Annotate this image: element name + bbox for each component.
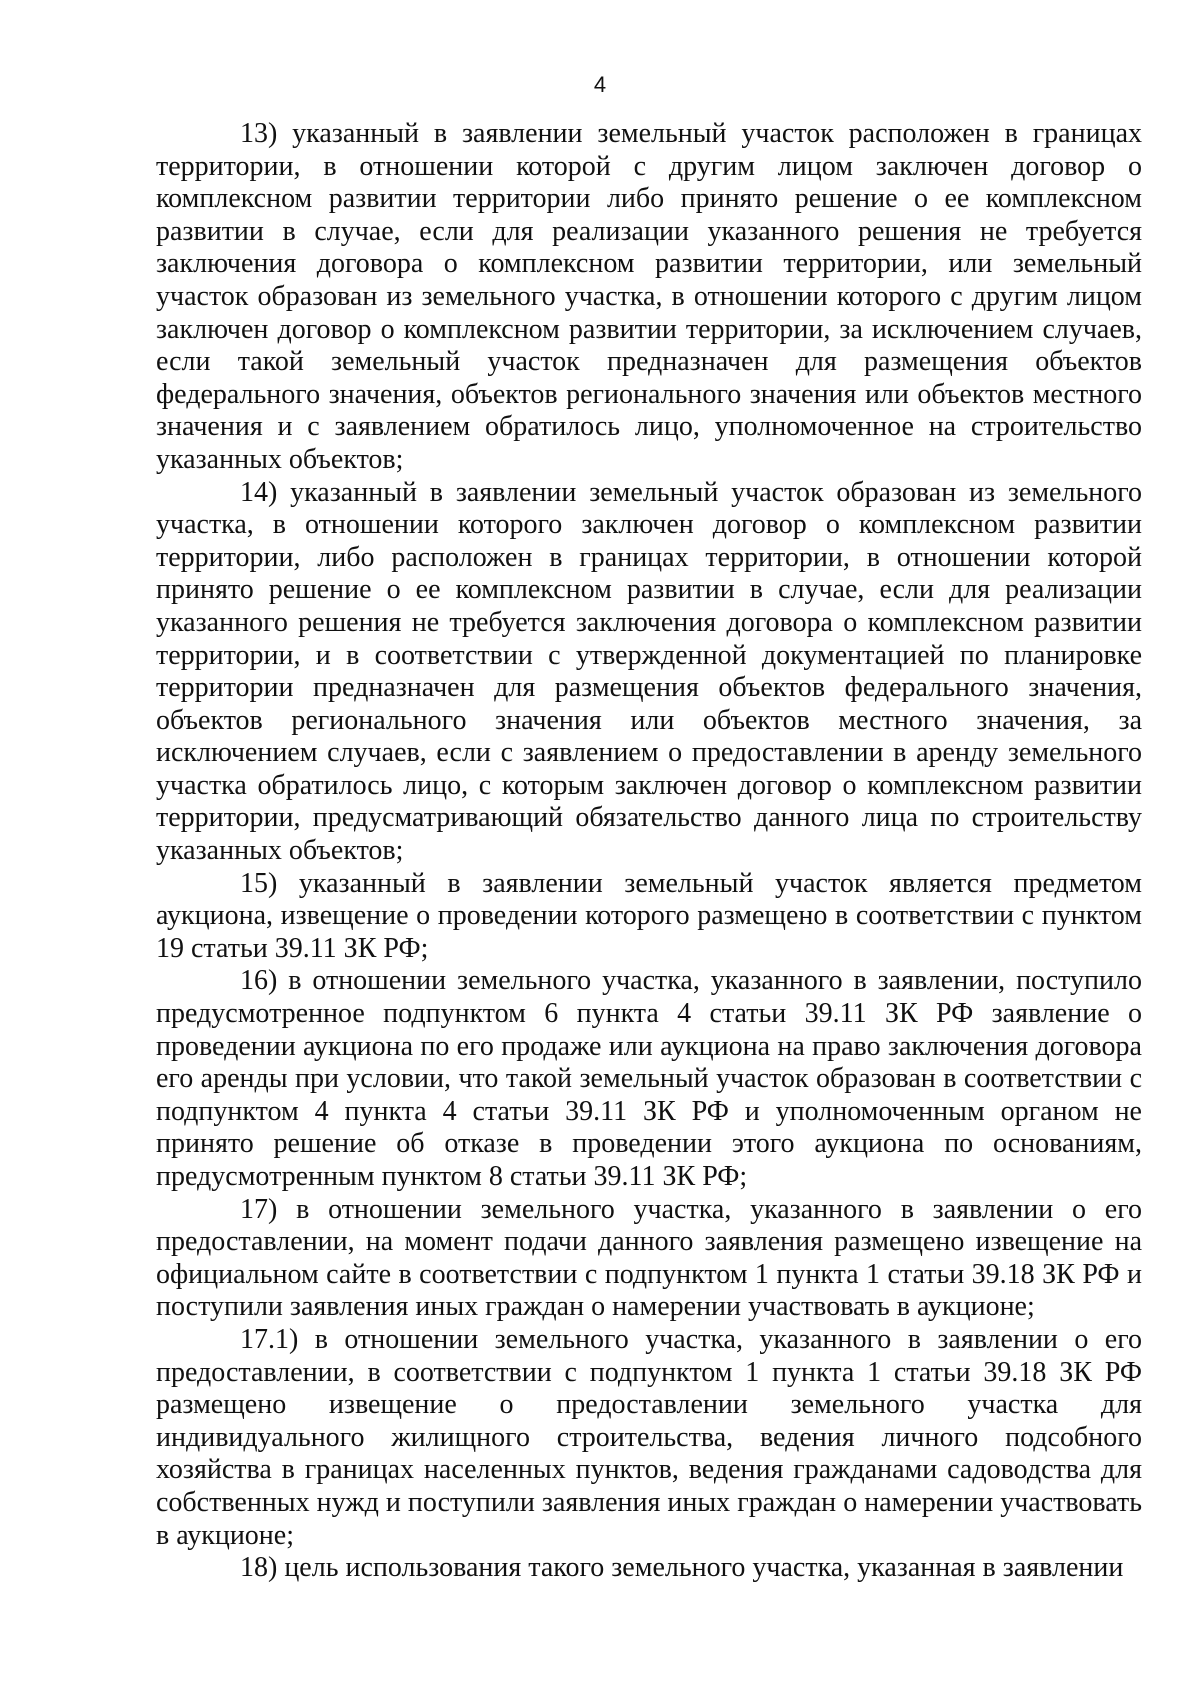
paragraph-item-16: 16) в отношении земельного участка, указанного в заявлении, поступило предусмотренное подпунктом 6 пункта 4 статьи 39.11 ЗК РФ заявление о проведении аукциона по его продаже или аукциона на право заключения договора его аренды при условии, что такой земельный участок образован в соответствии с подпунктом 4 пункта 4 статьи 39.11 ЗК РФ и уполномоченным органом не принято решение об отказе в проведении этого аукциона по основаниям, предусмотренным пунктом 8 статьи 39.11 ЗК РФ;: [156, 965, 1142, 1192]
page-number: 4: [593, 72, 607, 97]
paragraph-item-14: 14) указанный в заявлении земельный участок образован из земельного участка, в отношении которого заключен договор о комплексном развитии территории, либо расположен в границах территории, в отношении которой принято решение о ее комплексном развитии в случае, если для реализации указанного решения не требуется заключения договора о комплексном развитии территории, и в соответствии с утвержденной документацией по планировке территории предназначен для размещения объектов федерального значения, объектов регионального значения или объектов местного значения, за исключением случаев, если с заявлением о предоставлении в аренду земельного участка обратилось лицо, с которым заключен договор о комплексном развитии территории, предусматривающий обязательство данного лица по строительству указанных объектов;: [156, 476, 1142, 867]
document-body: [156, 118, 1142, 1585]
paragraph-item-17: 17) в отношении земельного участка, указанного в заявлении о его предоставлении, на момент подачи данного заявления размещено извещение на официальном сайте в соответствии с подпунктом 1 пункта 1 статьи 39.18 ЗК РФ и поступили заявления иных граждан о намерении участвовать в аукционе;: [156, 1193, 1142, 1323]
paragraph-item-17-1: 17.1) в отношении земельного участка, указанного в заявлении о его предоставлении, в соответствии с подпунктом 1 пункта 1 статьи 39.18 ЗК РФ размещено извещение о предоставлении земельного участка для индивидуального жилищного строительства, ведения личного подсобного хозяйства в границах населенных пунктов, ведения гражданами садоводства для собственных нужд и поступили заявления иных граждан о намерении участвовать в аукционе;: [156, 1323, 1142, 1551]
paragraph-item-18: 18) цель использования такого земельного участка, указанная в заявлении: [240, 1552, 1124, 1584]
paragraph-item-15: 15) указанный в заявлении земельный участок является предметом аукциона, извещение о проведении которого размещено в соответствии с пунктом 19 статьи 39.11 ЗК РФ;: [156, 867, 1142, 964]
paragraph-item-13: 13) указанный в заявлении земельный участок расположен в границах территории, в отношении которой с другим лицом заключен договор о комплексном развитии территории либо принято решение о ее комплексном развитии в случае, если для реализации указанного решения не требуется заключения договора о комплексном развитии территории, или земельный участок образован из земельного участка, в отношении которого с другим лицом заключен договор о комплексном развитии территории, за исключением случаев, если такой земельный участок предназначен для размещения объектов федерального значения, объектов регионального значения или объектов местного значения и с заявлением обратилось лицо, уполномоченное на строительство указанных объектов;: [156, 118, 1142, 475]
